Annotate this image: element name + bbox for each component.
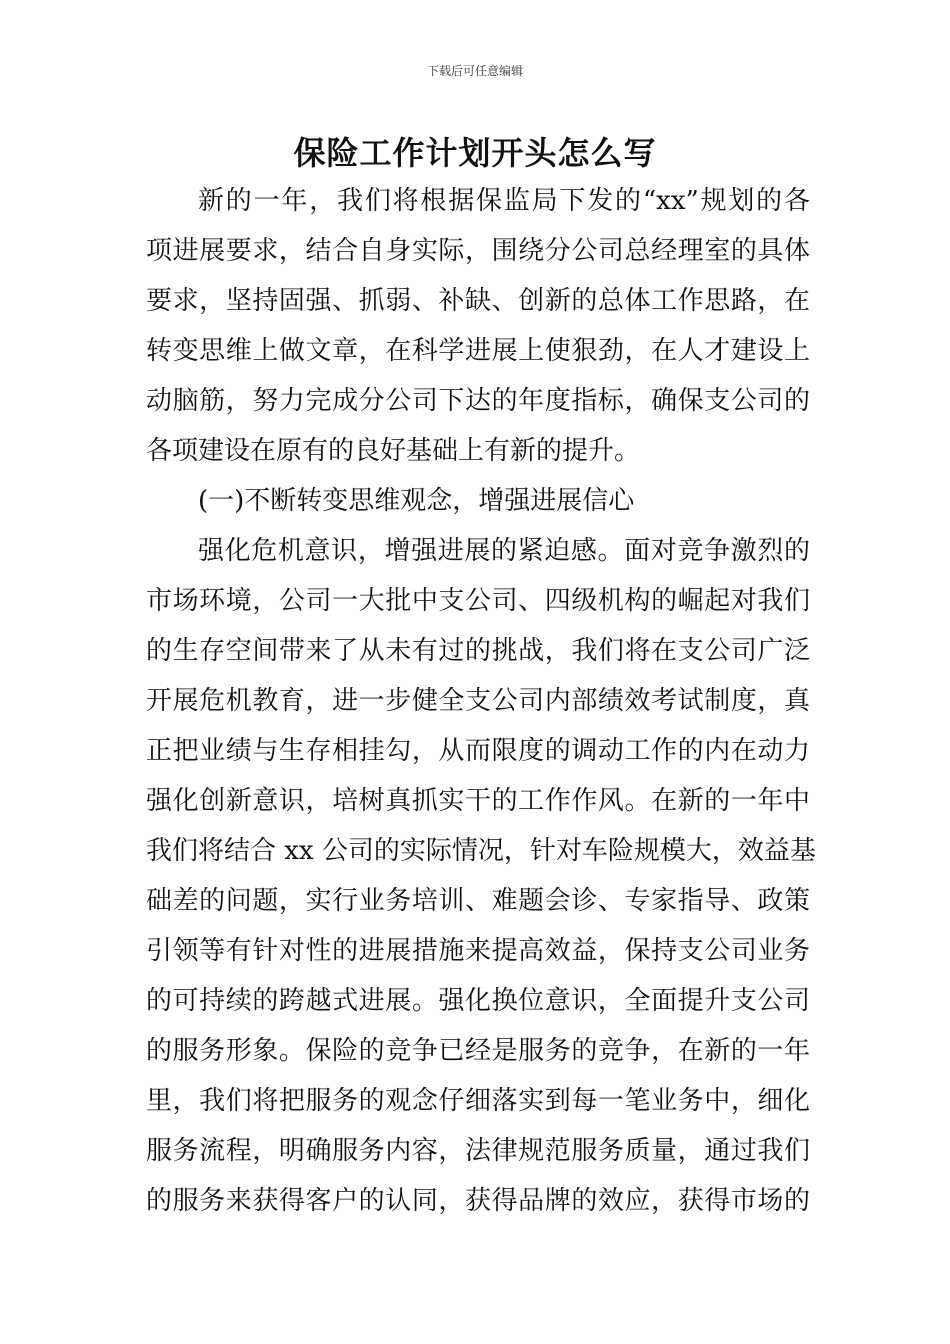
paragraph-line: 正把业绩与生存相挂勾，从而限度的调动工作的内在动力 (146, 736, 810, 766)
document-body (146, 176, 816, 1226)
paragraph-line: 开展危机教育，进一步健全支公司内部绩效考试制度，真 (146, 686, 810, 716)
document-title: 保险工作计划开头怎么写 (293, 134, 657, 172)
paragraph-line: 动脑筋，努力完成分公司下达的年度指标，确保支公司的 (146, 386, 810, 416)
paragraph-line: 新的一年，我们将根据保监局下发的“xx”规划的各 (198, 186, 810, 216)
paragraph-line: 项进展要求，结合自身实际，围绕分公司总经理室的具体 (146, 236, 810, 266)
paragraph-line: 要求，坚持固强、抓弱、补缺、创新的总体工作思路，在 (146, 286, 810, 316)
paragraph-line: 强化危机意识，增强进展的紧迫感。面对竞争激烈的 (198, 536, 810, 566)
paragraph-line: 服务流程，明确服务内容，法律规范服务质量，通过我们 (146, 1136, 810, 1166)
header-note: 下载后可任意编辑 (426, 64, 523, 78)
paragraph-line: 强化创新意识，培树真抓实干的工作作风。在新的一年中 (146, 786, 810, 816)
paragraph-line: 我们将结合 xx 公司的实际情况，针对车险规模大，效益基 (146, 836, 816, 866)
paragraph-line: 里，我们将把服务的观念仔细落实到每一笔业务中，细化 (146, 1086, 810, 1116)
section-heading: (一)不断转变思维观念，增强进展信心 (198, 486, 635, 516)
paragraph-line: 转变思维上做文章，在科学进展上使狠劲，在人才建设上 (146, 336, 810, 366)
paragraph-line: 的生存空间带来了从未有过的挑战，我们将在支公司广泛 (146, 636, 810, 666)
paragraph-line: 各项建设在原有的良好基础上有新的提升。 (146, 436, 641, 466)
paragraph-line: 市场环境，公司一大批中支公司、四级机构的崛起对我们 (146, 586, 810, 616)
paragraph-line: 础差的问题，实行业务培训、难题会诊、专家指导、政策 (146, 886, 810, 916)
paragraph-line: 的服务来获得客户的认同，获得品牌的效应，获得市场的 (146, 1186, 810, 1216)
paragraph-line: 引领等有针对性的进展措施来提高效益，保持支公司业务 (146, 936, 810, 966)
paragraph-line: 的服务形象。保险的竞争已经是服务的竞争，在新的一年 (146, 1036, 810, 1066)
paragraph-line: 的可持续的跨越式进展。强化换位意识，全面提升支公司 (146, 986, 810, 1016)
